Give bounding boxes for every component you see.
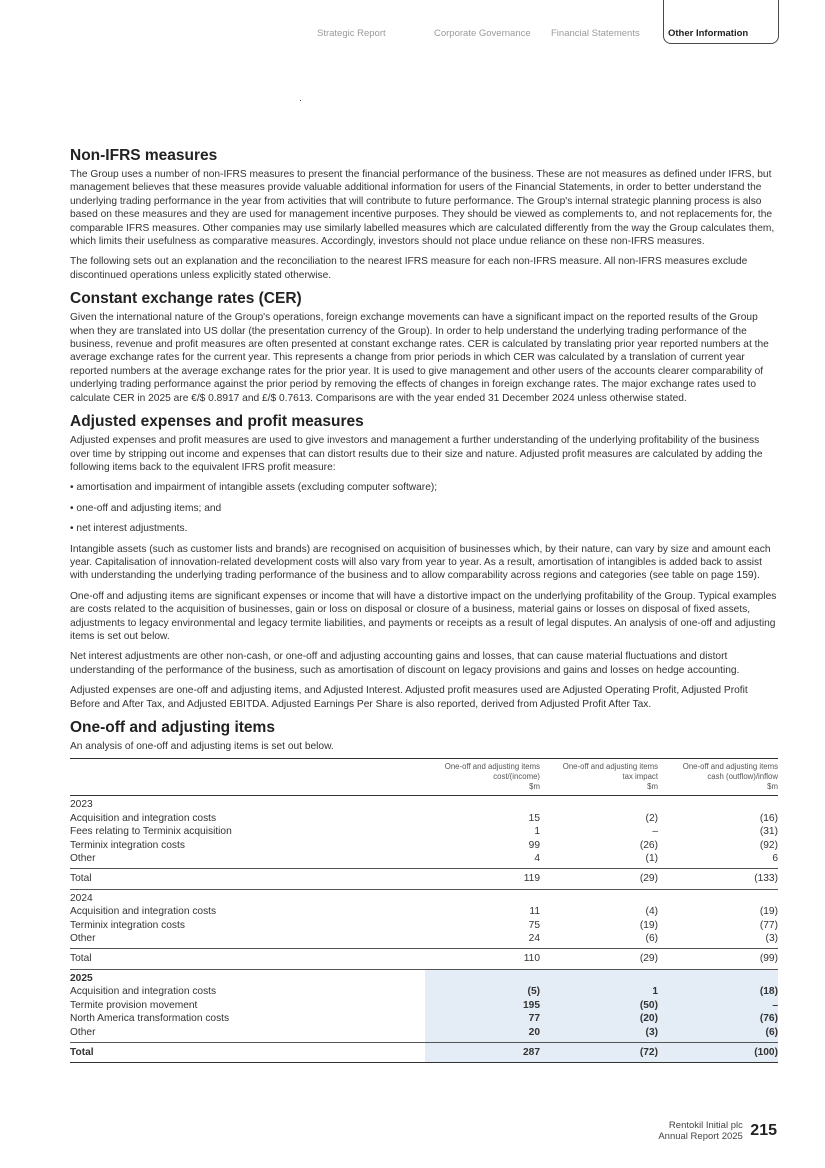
header-blank [70,759,425,796]
paragraph: Given the international nature of the Group's operations, foreign exchange movements can have a significant impact on the reported results of the Group when they are translated into US dollar (the presentation currency of the Group). In order to help understand the underlying trading performance of the business, revenue and profit measures are often presented at constant exchange rates. CER is calculated by translating prior year reported numbers at the average exchange rates for the current year. This represents a change from prior periods in which CER was calculated by a translation of current year reported numbers at the average exchange rates for the prior year. It is used to give management and other users of the accounts clearer comparability of underlying trading performance against the prior period by removing the effects of changes in foreign exchange rates. The major exchange rates used to calculate CER in 2025 are €/$ 0.8917 and £/$ 0.7613. Comparisons are with the year ended 31 December 2024 unless otherwise stated. [70,312,769,404]
cell-value: 1 [540,985,658,998]
total-value: (29) [540,949,658,969]
paragraph: The following sets out an explanation and the reconciliation to the nearest IFRS measure for each non-IFRS measure. All non-IFRS measures exclude discontinued operations unless explicitly stated otherwise. [70,256,748,281]
cell-value: (20) [540,1012,658,1025]
column-header-line: cost/(income) [493,772,540,782]
cell-value: 24 [528,933,540,945]
table-row [70,985,778,998]
column-header-cash [658,759,778,796]
year-label: 2025 [70,972,93,984]
table-intro: An analysis of one-off and adjusting items is set out below. [70,741,334,752]
column-header-line: $m [647,782,658,792]
year-label: 2024 [70,892,93,904]
total-label: Total [70,949,425,969]
page-number: 215 [750,1122,777,1139]
table-row [70,839,778,852]
column-header-line: One-off and adjusting items [562,762,658,772]
table-row [70,999,778,1012]
footer-company-block [658,1120,743,1142]
cell-value: (19) [639,919,658,931]
cell-value: 20 [425,1026,540,1039]
heading-non-ifrs: Non-IFRS measures [70,147,218,164]
row-label: North America transformation costs [70,1013,230,1025]
cell-value: 4 [534,853,540,865]
total-label: Total [70,869,425,889]
cell-value: (2) [645,812,658,824]
column-header-line: One-off and adjusting items [444,762,540,772]
cell-value: (5) [425,985,540,998]
table-row [70,932,778,945]
column-header-tax [540,759,658,796]
table-year-row [70,889,778,905]
table-year-row [70,969,778,985]
cell-value: 195 [425,999,540,1012]
cell-value: (16) [759,812,778,824]
cell-value: 99 [528,839,540,851]
column-header-line: $m [767,782,778,792]
total-value: 110 [425,949,540,969]
cell-value: – [658,999,778,1012]
table-total-row [70,1042,778,1062]
total-value: (72) [540,1042,658,1062]
table-row [70,1012,778,1025]
cell-value: (50) [540,999,658,1012]
paragraph: The Group uses a number of non-IFRS measures to present the financial performance of the business. These are not measures as defined under IFRS, but management believes that these measures provide valuable additional information for users of the Financial Statements, in order to better understand the underlying trading performance in the year from activities that will contribute to future performance. The Group's internal strategic planning process is also based on these measures and they are used for management incentive purposes. They should be viewed as complements to, and not replacements for, the comparable IFRS measures. Other companies may use similarly labelled measures which are calculated differently from the way the Group calculates them, which limits their usefulness as comparative measures. Accordingly, investors should not place undue reliance on these non-IFRS measures. [70,169,775,248]
row-label: Terminix integration costs [70,919,185,931]
cell-value: 15 [528,812,540,824]
total-value: (133) [658,869,778,889]
column-header-line: cash (outflow)/inflow [707,772,778,782]
column-header-line: One-off and adjusting items [682,762,778,772]
table-total-row [70,949,778,969]
nav-tab-financial-statements[interactable]: Financial Statements [551,28,640,39]
cell-value: 75 [528,919,540,931]
row-label: Other [70,853,96,865]
row-label: Terminix integration costs [70,839,185,851]
row-label: Fees relating to Terminix acquisition [70,826,232,838]
paragraph: Adjusted expenses and profit measures are used to give investors and management a further understanding of the underlying profitability of the business over time by stripping out income and expenses that can distort results due to their size and nature. Adjusted profit measures are calculated by adding the following items back to the equivalent IFRS profit measure: [70,435,763,473]
nav-tab-strategic-report[interactable]: Strategic Report [317,28,386,39]
nav-tab-other-information[interactable] [663,0,779,44]
table-header-row [70,759,778,796]
table-row [70,1026,778,1039]
column-header-cost [425,759,540,796]
total-value: (99) [658,949,778,969]
bullet-item: • one-off and adjusting items; and [70,502,222,514]
total-label: Total [70,1042,425,1062]
cell-value: 6 [772,853,778,865]
table-row [70,825,778,838]
cell-value: (3) [765,933,778,945]
cell-value: (6) [645,933,658,945]
cell-value: 11 [529,906,540,918]
table-year-row [70,796,778,812]
one-off-items-table [70,758,778,1063]
footer-report: Annual Report 2025 [658,1131,743,1142]
row-label: Other [70,933,96,945]
cell-value: (1) [645,853,658,865]
footer-company: Rentokil Initial plc [668,1120,743,1131]
cell-value: (6) [658,1026,778,1039]
paragraph: Adjusted expenses are one-off and adjusting items, and Adjusted Interest. Adjusted profit measures used are Adjusted Operating Profit, Adjusted Profit Before and After Tax, and Adjusted EBITDA. Adjusted Earnings Per Share is also reported, derived from Adjusted Profit After Tax. [70,685,748,710]
row-label: Acquisition and integration costs [70,812,217,824]
top-navigation [0,0,825,48]
table-row [70,919,778,932]
row-label: Other [70,1026,96,1038]
nav-tab-other-information-label: Other Information [668,28,749,39]
cell-value: (3) [540,1026,658,1039]
bullet-item: • amortisation and impairment of intangible assets (excluding computer software); [70,482,438,494]
page-footer [658,1120,777,1142]
cell-value: (18) [658,985,778,998]
year-label: 2023 [70,799,93,811]
table-row [70,852,778,865]
paragraph: Intangible assets (such as customer lists and brands) are recognised on acquisition of businesses which, by their nature, can vary by size and amount each year. Capitalisation of innovation-related development costs will also vary from year to year. As a result, amortisation of intangibles is added back to assist with understanding the underlying trading performance of the business and to allow comparability across regions and categories (see table on page 159). [70,543,771,582]
heading-adjusted-measures: Adjusted expenses and profit measures [70,413,364,431]
cell-value: – [652,826,658,838]
total-value: (100) [658,1042,778,1062]
cell-value: (4) [645,906,658,918]
heading-one-off-items: One-off and adjusting items [70,719,275,736]
total-value: 287 [425,1042,540,1062]
total-value: (29) [540,869,658,889]
cell-value: (92) [759,839,778,851]
table-row [70,905,778,918]
row-label: Termite provision movement [70,999,198,1011]
column-header-line: tax impact [622,772,658,782]
bullet-item: • net interest adjustments. [70,523,188,535]
cell-value: (31) [759,826,778,838]
main-content [70,146,778,1063]
heading-cer: Constant exchange rates (CER) [70,290,302,308]
cell-value: (77) [759,919,778,931]
stray-dot [300,100,301,101]
cell-value: (26) [639,839,658,851]
total-value: 119 [425,869,540,889]
table-total-row [70,869,778,889]
paragraph: Net interest adjustments are other non-cash, or one-off and adjusting accounting gains and losses, that can cause material fluctuations and distort understanding of the performance of the business, such as amortisation of discount on legacy provisions and gains and losses on hedge accounting. [70,651,740,676]
paragraph: One-off and adjusting items are significant expenses or income that will have a distortive impact on the underlying profitability of the Group. Typical examples are costs related to the acquisition of businesses, gain or loss on disposal or closure of a business, material gains or losses on disposal of fixed assets, adjustments to legacy environmental and legacy termite liabilities, and payments or receipts as a result of legal disputes. An analysis of one-off and adjusting items is set out below. [70,590,777,642]
cell-value: 1 [534,826,540,838]
cell-value: (19) [759,906,778,918]
table-row [70,812,778,825]
column-header-line: $m [529,782,540,792]
row-label: Acquisition and integration costs [70,906,217,918]
row-label: Acquisition and integration costs [70,986,217,998]
cell-value: (76) [658,1012,778,1025]
cell-value: 77 [425,1012,540,1025]
nav-tab-corporate-governance[interactable]: Corporate Governance [434,28,531,39]
